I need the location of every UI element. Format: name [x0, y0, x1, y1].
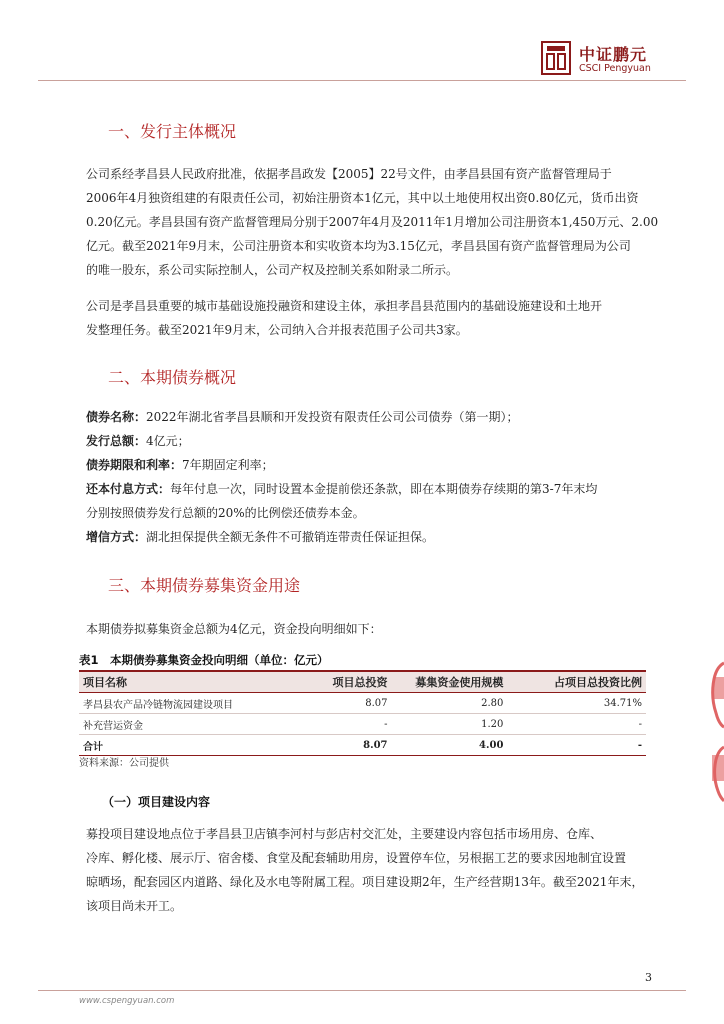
table-header-row [79, 671, 646, 693]
bond-overview-list [86, 405, 666, 549]
item-label: 债券期限和利率： [86, 458, 183, 472]
cell-fund-usage: 1.20 [391, 714, 507, 735]
project-content-paragraph [86, 822, 666, 918]
section-1-heading: 一、发行主体概况 [108, 122, 237, 141]
table-row [79, 693, 646, 714]
section-1-paragraph-2 [86, 294, 666, 342]
company-logo [541, 41, 681, 77]
item-value: 7年期固定利率； [182, 458, 274, 472]
logo-mark-icon [541, 41, 571, 75]
section-2-heading: 二、本期债券概况 [108, 368, 237, 387]
fund-use-intro [86, 617, 666, 641]
text-line: 该项目尚未开工。 [86, 899, 183, 913]
text-line: 公司是孝昌县重要的城市基础设施投融资和建设主体，承担孝昌县范围内的基础设施建设和土地开 [86, 299, 603, 313]
subsection-heading: （一）项目建设内容 [102, 795, 211, 809]
text-line: 0.20亿元。孝昌县国有资产监督管理局分别于2007年4月及2011年1月增加公司注册资本1,450万元、2.00 [86, 215, 659, 229]
text-line: 本期债券拟募集资金总额为4亿元，资金投向明细如下： [86, 622, 382, 636]
footer-divider [38, 990, 686, 991]
text-line: 的唯一股东，系公司实际控制人，公司产权及控制关系如附录二所示。 [86, 263, 459, 277]
table-source-note: 资料来源：公司提供 [79, 758, 169, 769]
bond-name-item [86, 405, 666, 429]
term-rate-item [86, 453, 666, 477]
cell-fund-usage: 2.80 [391, 693, 507, 714]
section-1-paragraph-1 [86, 162, 666, 282]
text-line: 2006年4月独资组建的有限责任公司，初始注册资本1亿元，其中以土地使用权出资0.80亿元，货币出资 [86, 191, 639, 205]
logo-english-name: CSCI Pengyuan [579, 63, 651, 74]
text-line: 发整理任务。截至2021年9月末，公司纳入合并报表范围子公司共3家。 [86, 323, 468, 337]
cell-project-name: 补充营运资金 [79, 714, 306, 735]
seal-stamp-icon [704, 655, 724, 805]
header-project-name: 项目名称 [79, 671, 306, 693]
table-total-row [79, 735, 646, 756]
item-value: 分别按照债券发行总额的20%的比例偿还债券本金。 [86, 506, 365, 520]
text-line: 募投项目建设地点位于孝昌县卫店镇李河村与彭店村交汇处，主要建设内容包括市场用房、仓库、 [86, 827, 603, 841]
logo-chinese-name: 中证鹏元 [579, 45, 648, 64]
cell-investment-ratio: - [507, 735, 646, 756]
cell-total-label: 合计 [79, 735, 306, 756]
cell-total-investment: - [306, 714, 392, 735]
text-line: 晾晒场，配套园区内道路、绿化及水电等附属工程。项目建设期2年，生产经营期13年。截至2021年末， [86, 875, 644, 889]
footer-website: www.cspengyuan.com [79, 996, 175, 1006]
cell-investment-ratio: 34.71% [507, 693, 646, 714]
cell-investment-ratio: - [507, 714, 646, 735]
credit-enhancement-item [86, 525, 666, 549]
item-label: 增信方式： [86, 530, 147, 544]
repayment-item-continued [86, 501, 666, 525]
cell-total-investment: 8.07 [306, 693, 392, 714]
issue-amount-item [86, 429, 666, 453]
item-value: 每年付息一次，同时设置本金提前偿还条款，即在本期债券存续期的第3-7年末均 [170, 482, 598, 496]
fund-allocation-table [79, 670, 646, 756]
item-value: 4亿元； [146, 434, 190, 448]
section-3-heading: 三、本期债券募集资金用途 [108, 576, 301, 595]
repayment-item [86, 477, 666, 501]
page-number: 3 [645, 971, 652, 984]
item-label: 还本付息方式： [86, 482, 171, 496]
cell-fund-usage: 4.00 [391, 735, 507, 756]
cell-total-investment: 8.07 [306, 735, 392, 756]
cell-project-name: 孝昌县农产品冷链物流园建设项目 [79, 693, 306, 714]
item-label: 债券名称： [86, 410, 147, 424]
item-label: 发行总额： [86, 434, 147, 448]
item-value: 湖北担保提供全额无条件不可撤销连带责任保证担保。 [146, 530, 435, 544]
text-line: 公司系经孝昌县人民政府批准，依据孝昌政发【2005】22号文件，由孝昌县国有资产监督管理局于 [86, 167, 612, 181]
header-total-investment: 项目总投资 [306, 671, 392, 693]
header-fund-usage: 募集资金使用规模 [391, 671, 507, 693]
text-line: 亿元。截至2021年9月末，公司注册资本和实收资本均为3.15亿元，孝昌县国有资产监督管理局为公司 [86, 239, 631, 253]
table-row [79, 714, 646, 735]
header-divider [38, 80, 686, 81]
text-line: 冷库、孵化楼、展示厅、宿舍楼、食堂及配套辅助用房，设置停车位，另根据工艺的要求因地制宜设置 [86, 851, 627, 865]
table-title: 表1 本期债券募集资金投向明细（单位：亿元） [79, 653, 329, 667]
item-value: 2022年湖北省孝昌县顺和开发投资有限责任公司公司债券（第一期）； [146, 410, 519, 424]
header-investment-ratio: 占项目总投资比例 [507, 671, 646, 693]
